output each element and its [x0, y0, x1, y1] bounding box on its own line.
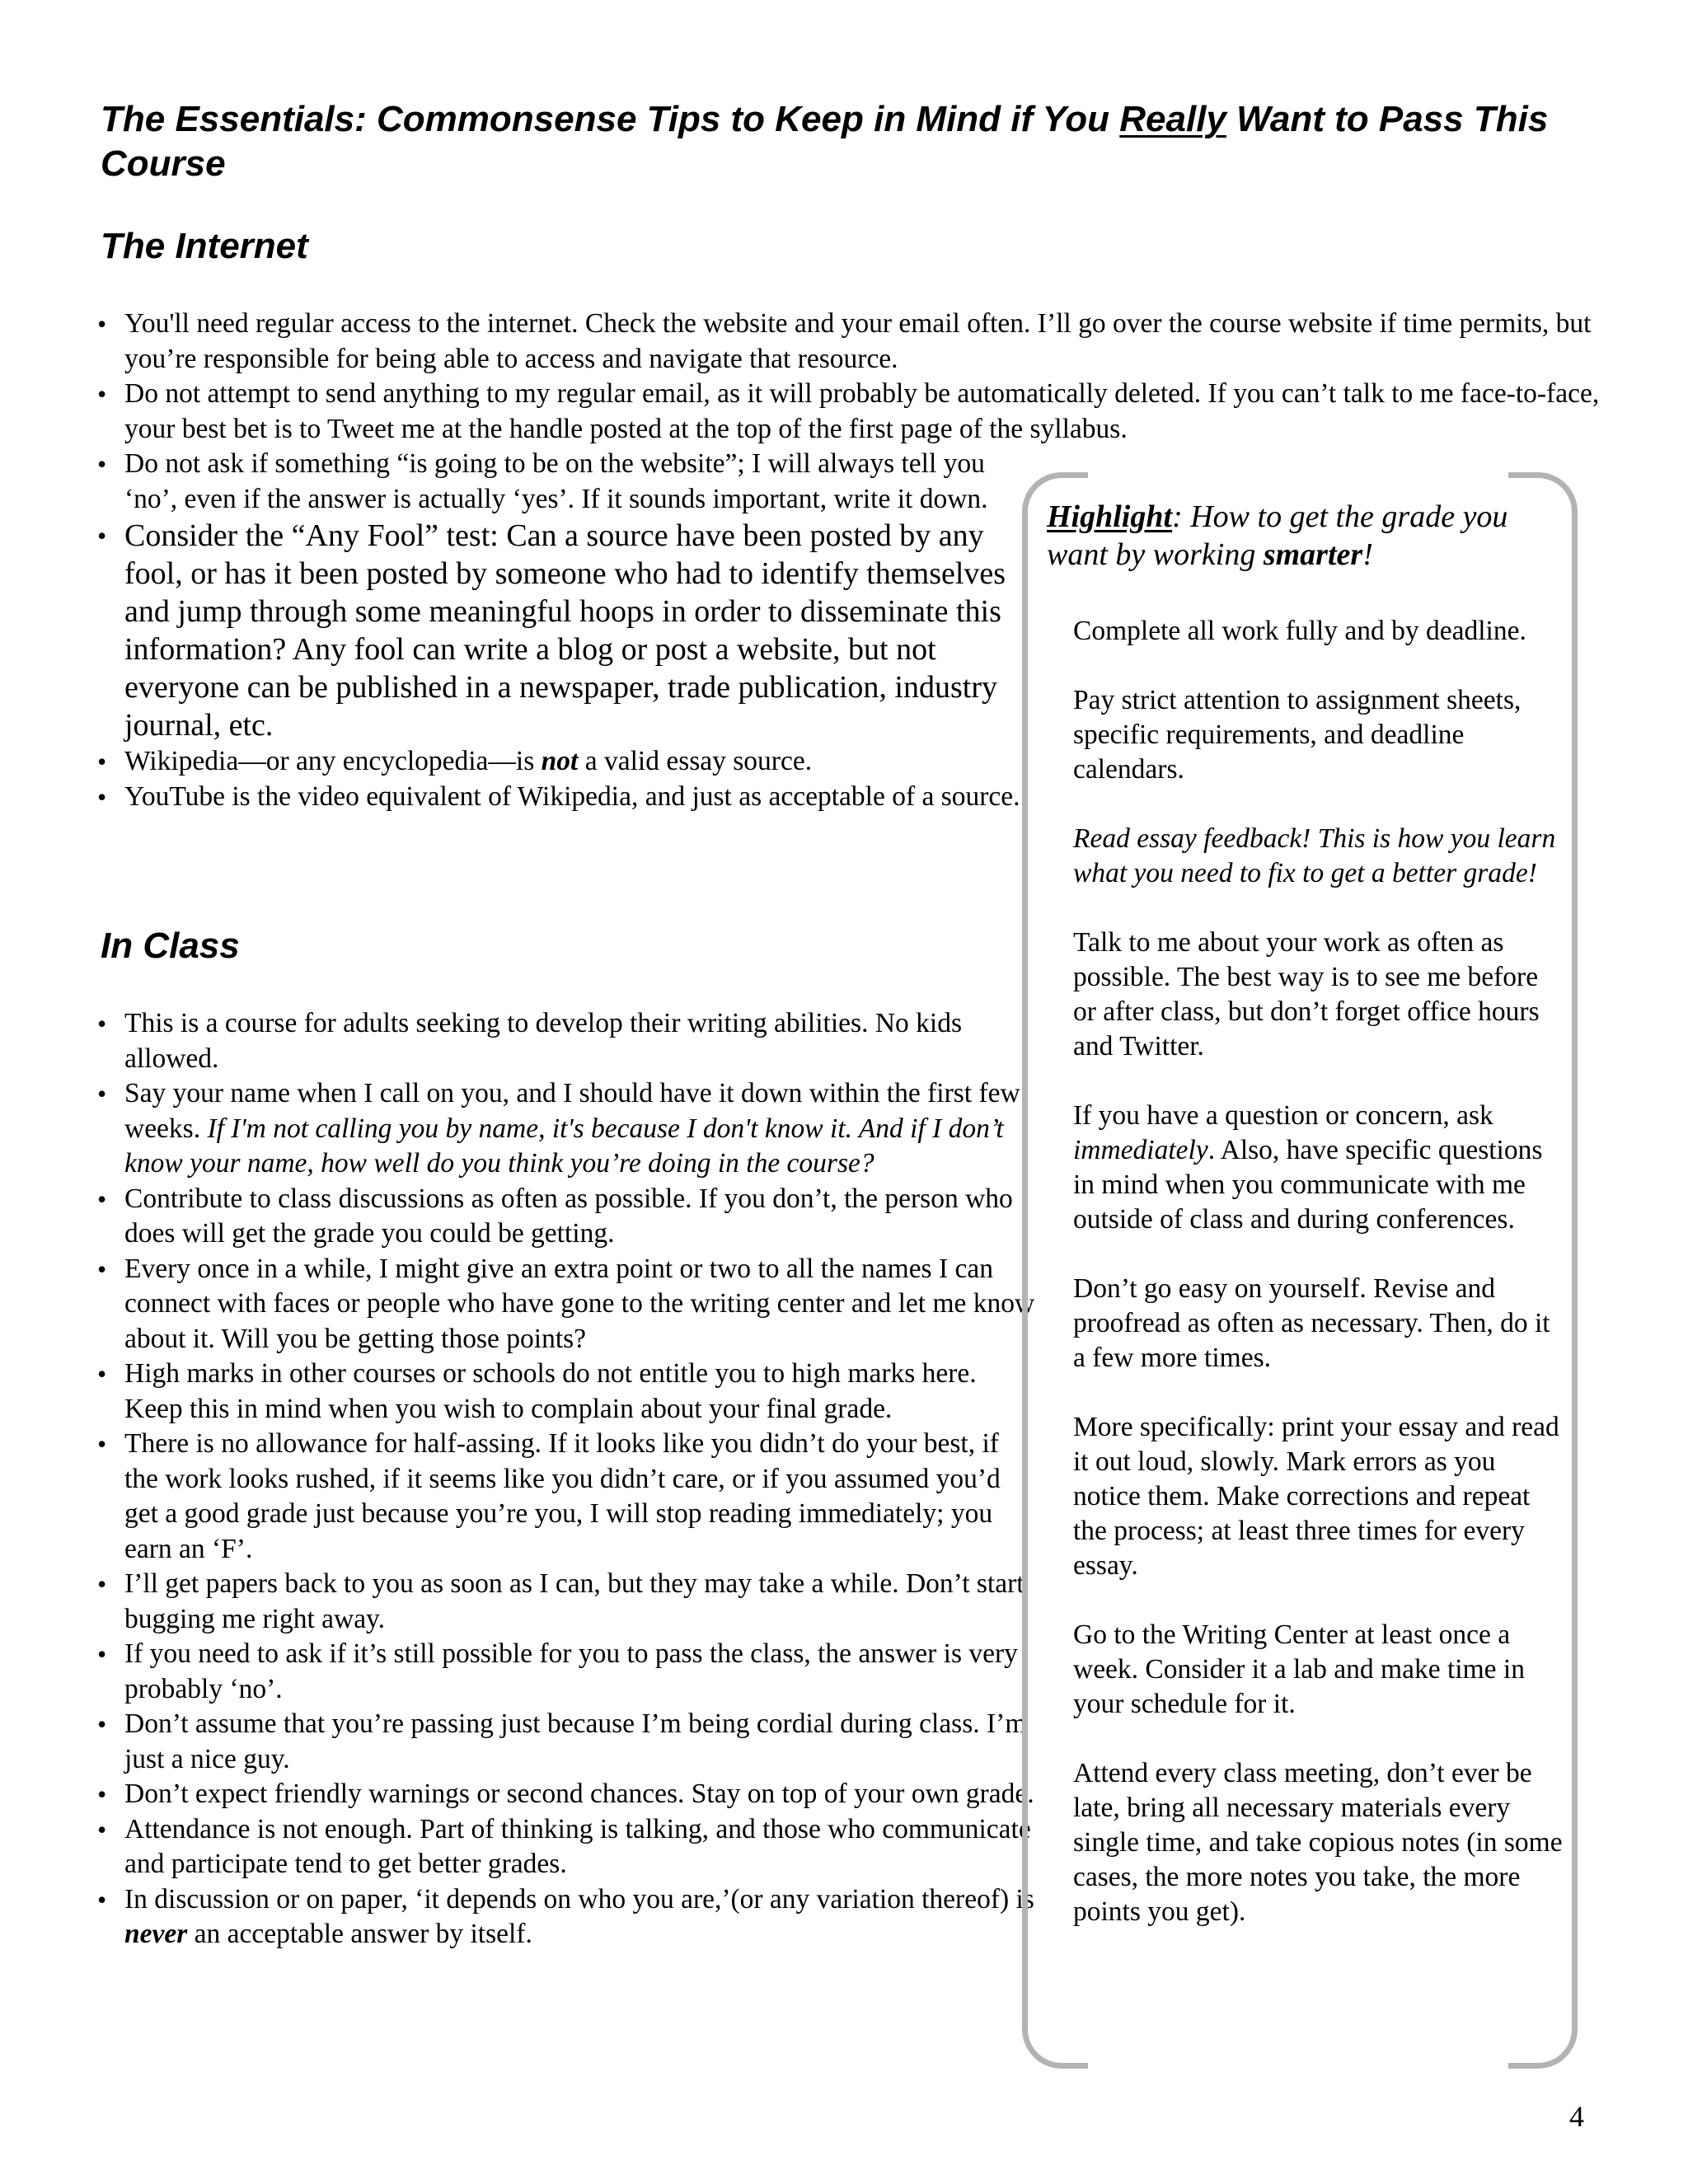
wiki-text-end: a valid essay source.: [578, 746, 813, 776]
list-item: • Contribute to class discussions as often as possible. If you don’t, the person who does will get the grade you could be getting.: [97, 1182, 1039, 1252]
name-item-text: Say your name when I call on you, and I should have it down within the first few weeks.: [124, 1078, 1020, 1144]
wiki-emphasis: not: [541, 746, 579, 776]
highlight-emphasis: smarter: [1263, 537, 1363, 572]
list-item: [97, 1076, 1039, 1182]
highlight-tips: [1073, 614, 1568, 1964]
list-item: • I’ll get papers back to you as soon as I can, but they may take a while. Don’t start bugging me right away.: [97, 1567, 1039, 1637]
wiki-text: Wikipedia—or any encyclopedia—is: [124, 746, 542, 776]
highlight-text: : How to get the grade you want by working: [1047, 499, 1508, 572]
tip-text-end: . Also, have specific questions in mind when you communicate with me outside of class and during conferences.: [1073, 1135, 1543, 1235]
last-item-text-end: an acceptable answer by itself.: [187, 1919, 532, 1949]
name-item-italic: If I'm not calling you by name, it's because I don't know it. And if I don’t know your name, how well do you think you’re doing in the course?: [124, 1113, 1004, 1179]
last-item-emphasis: never: [124, 1919, 188, 1949]
list-item: • You'll need regular access to the internet. Check the website and your email often. I’ll go over the course website if time permits, but you’re responsible for being able to access and navigate that resource.: [97, 307, 1608, 377]
list-item: • Do not attempt to send anything to my regular email, as it will probably be automatically deleted. If you can’t talk to me face-to-face, your best bet is to Tweet me at the handle posted at the top of the first page of the syllabus.: [97, 377, 1608, 447]
highlight-end: !: [1362, 537, 1373, 572]
list-item: • Don’t expect friendly warnings or second chances. Stay on top of your own grade.: [97, 1777, 1039, 1812]
list-item: • If you need to ask if it’s still possible for you to pass the class, the answer is very probably ‘no’.: [97, 1637, 1039, 1707]
tip-paragraph: Read essay feedback! This is how you learn what you need to fix to get a better grade!: [1073, 823, 1556, 888]
list-item: [97, 744, 1038, 780]
title-text-start: The Essentials: Commonsense Tips to Keep in Mind if You: [101, 99, 1120, 139]
tip-paragraph: Attend every class meeting, don’t ever be late, bring all necessary materials every single time, and take copious notes (in some cases, the more notes you take, the more points you get).: [1073, 1758, 1563, 1927]
tip-paragraph: Talk to me about your work as often as possible. The best way is to see me before or after class, but don’t forget office hours and Twitter.: [1073, 927, 1540, 1062]
highlight-title: [1047, 498, 1574, 574]
page-title: [101, 97, 1601, 186]
list-item: • This is a course for adults seeking to develop their writing abilities. No kids allowed.: [97, 1006, 1039, 1076]
tip-paragraph: Don’t go easy on yourself. Revise and proofread as often as necessary. Then, do it a few more times.: [1073, 1273, 1550, 1373]
list-item: • Attendance is not enough. Part of thinking is talking, and those who communicate and participate tend to get better grades.: [97, 1812, 1039, 1882]
tip-paragraph: Go to the Writing Center at least once a week. Consider it a lab and make time in your schedule for it.: [1073, 1619, 1525, 1719]
list-item: • YouTube is the video equivalent of Wikipedia, and just as acceptable of a source.: [97, 780, 1038, 815]
list-item: • High marks in other courses or schools do not entitle you to high marks here. Keep this in mind when you wish to complain about your final grade.: [97, 1357, 1039, 1427]
last-item-text: In discussion or on paper, ‘it depends on who you are,’(or any variation thereof) is: [124, 1883, 1034, 1915]
title-emphasis: Really: [1119, 99, 1226, 139]
tip-paragraph: [1073, 1099, 1568, 1237]
in-class-heading: In Class: [101, 926, 240, 966]
list-item: • Every once in a while, I might give an extra point or two to all the names I can connect with faces or people who have gone to the writing center and let me know about it. Will you be getting those points?: [97, 1252, 1039, 1357]
list-item: • Do not ask if something “is going to be on the website”; I will always tell you ‘no’, even if the answer is actually ‘yes’. If it sounds important, write it down.: [97, 447, 1038, 517]
list-item: [97, 1882, 1039, 1952]
page-number: 4: [1569, 2100, 1584, 2133]
tip-paragraph: More specifically: print your essay and read it out loud, slowly. Mark errors as you notice them. Make corrections and repeat the process; at least three times for every essay.: [1073, 1412, 1559, 1581]
list-item: • Consider the “Any Fool” test: Can a source have been posted by any fool, or has it been posted by someone who had to identify themselves and jump through some meaningful hoops in order to disseminate this information? Any fool can write a blog or post a website, but not everyone can be published in a newspaper, trade publication, industry journal, etc.: [97, 517, 1038, 744]
frame-gap-bottom: [1088, 2052, 1508, 2085]
in-class-list: [97, 1006, 1039, 1952]
list-item: • There is no allowance for half-assing. If it looks like you didn’t do your best, if the work looks rushed, if it seems like you didn’t care, or if you assumed you’d get a good grade just because you’re you, I will stop reading immediately; you earn an ‘F’.: [97, 1427, 1039, 1567]
list-item: • Don’t assume that you’re passing just because I’m being cordial during class. I’m just a nice guy.: [97, 1707, 1039, 1777]
highlight-keyword: Highlight: [1047, 499, 1173, 534]
tip-emphasis: immediately: [1073, 1135, 1208, 1165]
internet-heading: The Internet: [101, 226, 308, 266]
tip-paragraph: Complete all work fully and by deadline.: [1073, 616, 1526, 646]
title-text-end: Want to Pass This Course: [101, 99, 1549, 184]
tip-text: If you have a question or concern, ask: [1073, 1100, 1493, 1131]
tip-paragraph: Pay strict attention to assignment sheets, specific requirements, and deadline calendars.: [1073, 685, 1522, 785]
frame-gap-top: [1088, 462, 1508, 494]
